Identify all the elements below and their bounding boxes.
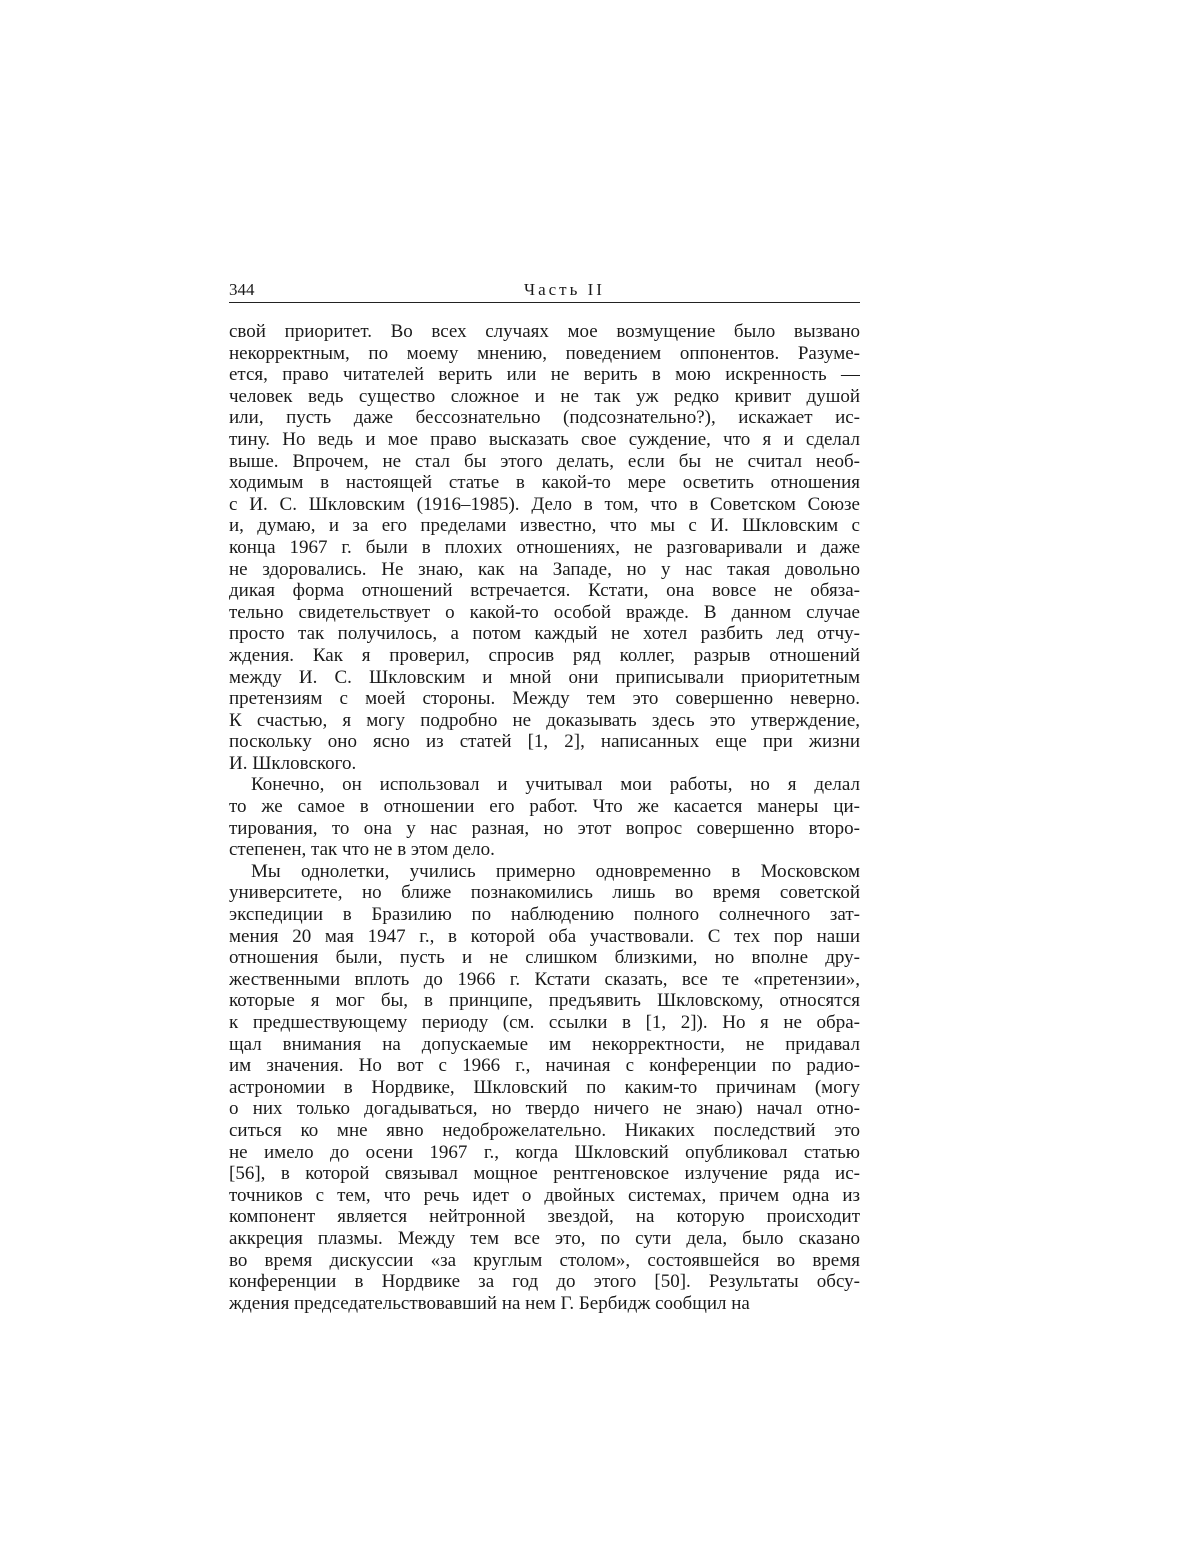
text-line: мения 20 мая 1947 г., в которой оба участвовали. С тех пор наши [229,925,860,947]
text-line: Конечно, он использовал и учитывал мои работы, но я делал [251,774,860,796]
text-line: астрономии в Нордвике, Шкловский по каким-то причинам (могу [229,1076,860,1098]
text-line: тирования, то она у нас разная, но этот вопрос совершенно второ- [229,817,860,839]
text-line: компонент является нейтронной звездой, на которую происходит [229,1206,860,1228]
running-title: Часть II [524,280,605,299]
text-line: тельно свидетельствует о какой-то особой вражде. В данном случае [229,601,860,623]
text-line: к предшествующему периоду (см. ссылки в [1, 2]). Но я не обра- [229,1012,860,1033]
text-line: свой приоритет. Во всех случаях мое возмущение было вызвано [229,321,860,342]
text-line: претензиям с моей стороны. Между тем это совершенно неверно. [229,688,860,710]
text-line: ходимым в настоящей статье в какой-то мере осветить отношения [229,472,860,494]
text-line: К счастью, я могу подробно не доказывать здесь это утверждение, [229,709,860,731]
text-line: во время дискуссии «за круглым столом», состоявшейся во время [229,1249,860,1271]
text-line: то же самое в отношении его работ. Что же касается манеры ци- [229,796,860,818]
paragraph [229,861,860,1314]
text-line: ситься ко мне явно недоброжелательно. Никаких последствий это [229,1119,860,1141]
paragraph [229,774,860,860]
text-line: некорректным, по моему мнению, поведением оппонентов. Разуме- [229,342,860,364]
text-line: [56], в которой связывал мощное рентгеновское излучение ряда ис- [229,1163,860,1185]
text-line: просто так получилось, а потом каждый не хотел разбить лед отчу- [229,623,860,645]
text-line: конференции в Нордвике за год до этого [50]. Результаты обсу- [229,1271,860,1293]
book-page [229,280,860,1314]
text-line: конца 1967 г. были в плохих отношениях, не разговаривали и даже [229,536,860,558]
text-line: с И. С. Шкловским (1916–1985). Дело в том, что в Советском Союзе [229,493,860,515]
text-line: экспедиции в Бразилию по наблюдению полного солнечного зат- [229,904,860,926]
text-line: отношения были, пусть и не слишком близкими, но вполне дру- [229,947,860,969]
text-line: точников с тем, что речь идет о двойных системах, причем одна из [229,1184,860,1206]
text-line: и, думаю, и за его пределами известно, что мы с И. Шкловским с [229,515,860,537]
text-line: университете, но ближе познакомились лишь во время советской [229,882,860,904]
page-number: 344 [229,280,255,299]
text-line: степенен, так что не в этом дело. [229,839,495,861]
text-line: ждения. Как я проверил, спросив ряд коллег, разрыв отношений [229,644,860,666]
text-line: или, пусть даже бессознательно (подсознательно?), искажает ис- [229,407,860,429]
text-line: между И. С. Шкловским и мной они приписывали приоритетным [229,666,860,688]
text-line: не имело до осени 1967 г., когда Шкловский опубликовал статью [229,1141,860,1163]
body-text [229,321,860,1314]
text-line: ждения председательствовавший на нем Г. Бербидж сообщил на [229,1292,750,1314]
text-line: человек ведь существо сложное и не так уж редко кривит душой [229,385,860,407]
text-line: им значения. Но вот с 1966 г., начиная с конференции по радио- [229,1055,860,1077]
text-line: не здоровались. Не знаю, как на Западе, но у нас такая довольно [229,558,860,580]
paragraph [229,321,860,774]
text-line: тину. Но ведь и мое право высказать свое суждение, что я и сделал [229,428,860,450]
text-line: которые я мог бы, в принципе, предъявить Шкловскому, относятся [229,990,860,1012]
text-line: дикая форма отношений встречается. Кстати, она вовсе не обяза- [229,580,860,602]
text-line: аккреция плазмы. Между тем все это, по сути дела, было сказано [229,1227,860,1249]
text-line: Мы однолетки, учились примерно одновременно в Московском [251,860,860,882]
text-line: И. Шкловского. [229,752,357,774]
text-line: щал внимания на допускаемые им некорректности, не придавал [229,1033,860,1055]
text-line: о них только догадываться, но твердо ничего не знаю) начал отно- [229,1098,860,1120]
text-line: выше. Впрочем, не стал бы этого делать, если бы не считал необ- [229,450,860,472]
text-line: жественными вплоть до 1966 г. Кстати сказать, все те «претензии», [229,968,860,990]
text-line: поскольку оно ясно из статей [1, 2], написанных еще при жизни [229,731,860,753]
text-line: ется, право читателей верить или не верить в мою искренность — [229,364,860,386]
page-header [229,280,860,303]
